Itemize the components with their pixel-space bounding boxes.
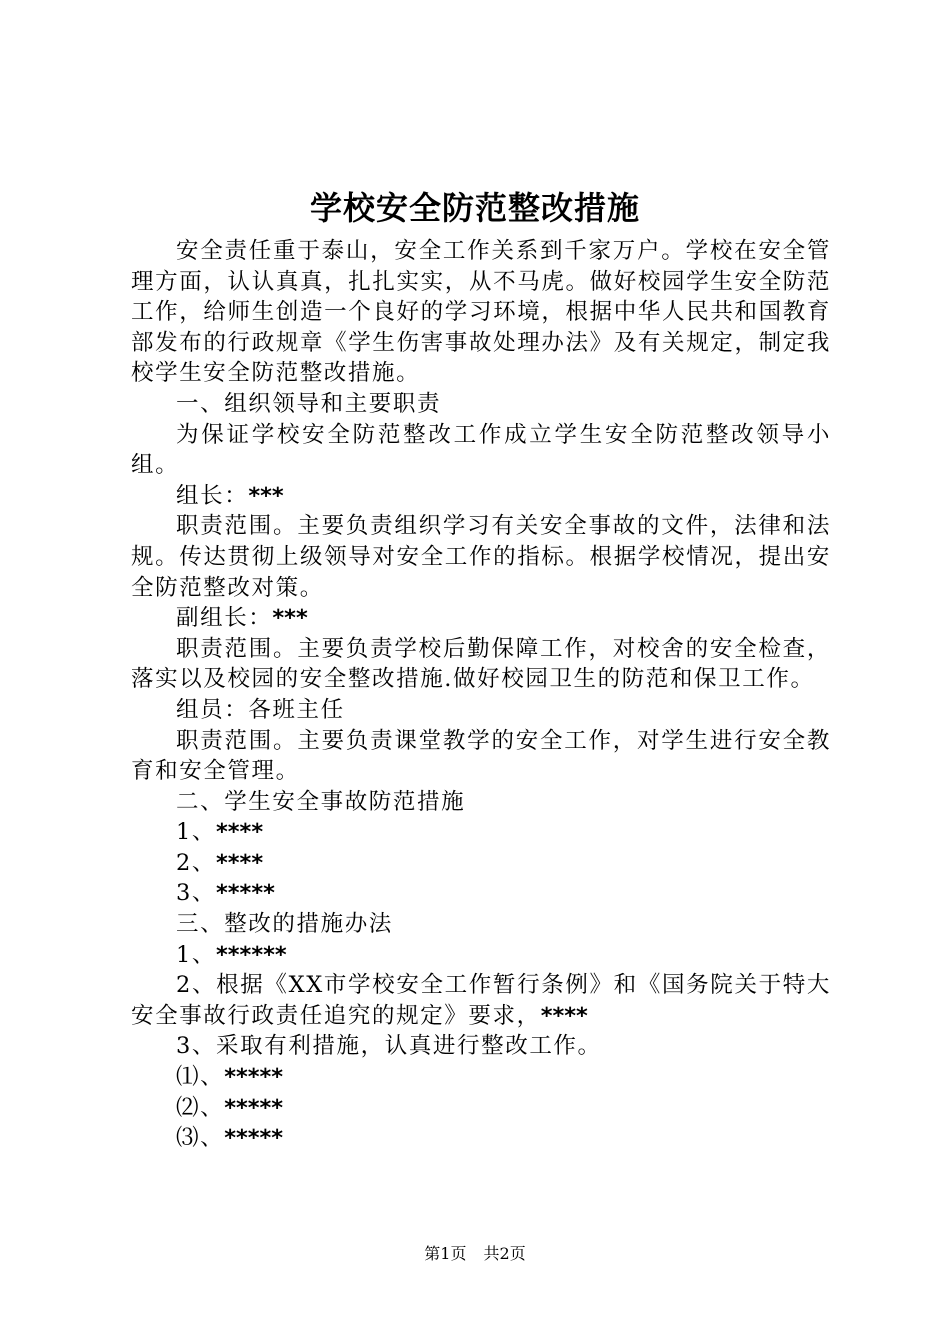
paragraph-suffix: ***** bbox=[224, 1125, 284, 1152]
paragraph-suffix: **** bbox=[216, 849, 264, 876]
document-title: 学校安全防范整改措施 bbox=[309, 189, 640, 227]
paragraph-member-duties bbox=[131, 726, 831, 787]
list-item bbox=[131, 817, 831, 848]
paragraph-text: 为保证学校安全防范整改工作成立学生安全防范整改领导小组。 bbox=[131, 421, 831, 479]
paragraph-suffix: *** bbox=[272, 605, 308, 632]
paragraph-text: 职责范围。主要负责学校后勤保障工作，对校舍的安全检查，落实以及校园的安全整改措施.做好校园卫生的防范和保卫工作。 bbox=[131, 635, 831, 693]
paragraph-text: ⑵、 bbox=[176, 1094, 225, 1121]
paragraph-suffix: **** bbox=[216, 819, 264, 846]
paragraph-members bbox=[131, 695, 831, 726]
paragraph-text: 职责范围。主要负责课堂教学的安全工作，对学生进行安全教育和安全管理。 bbox=[131, 727, 831, 785]
paragraph-text: 2、根据《XX市学校安全工作暂行条例》和《国务院关于特大安全事故行政责任追究的规定》要求， bbox=[131, 972, 831, 1029]
paragraph-deputy-duties bbox=[131, 634, 831, 695]
paragraph-suffix: **** bbox=[540, 1002, 588, 1029]
paragraph-leader-duties bbox=[131, 511, 831, 603]
paragraph-suffix: ****** bbox=[216, 941, 287, 968]
paragraph-text: 组员：各班主任 bbox=[176, 696, 345, 723]
paragraph-intro bbox=[131, 236, 831, 389]
paragraph-suffix: ***** bbox=[224, 1094, 284, 1121]
paragraph-group-leader bbox=[131, 481, 831, 512]
paragraph-text: ⑴、 bbox=[176, 1064, 225, 1091]
section-heading-1 bbox=[131, 389, 831, 420]
paragraph-text: ⑶、 bbox=[176, 1125, 225, 1152]
sub-list-item bbox=[131, 1062, 831, 1093]
sub-list-item bbox=[131, 1123, 831, 1154]
paragraph-suffix: ***** bbox=[216, 880, 275, 907]
document-body bbox=[131, 236, 831, 1154]
list-item bbox=[131, 970, 831, 1031]
paragraph-text: 二、学生安全事故防范措施 bbox=[176, 788, 466, 815]
paragraph-text: 1、 bbox=[176, 819, 217, 846]
paragraph-text: 副组长： bbox=[176, 605, 273, 632]
paragraph-suffix: ***** bbox=[224, 1064, 284, 1091]
paragraph-text: 3、采取有利措施，认真进行整改工作。 bbox=[176, 1033, 602, 1060]
paragraph-text: 2、 bbox=[176, 849, 217, 876]
list-item bbox=[131, 848, 831, 879]
sub-list-item bbox=[131, 1093, 831, 1124]
section-heading-2 bbox=[131, 787, 831, 818]
paragraph-text: 3、 bbox=[176, 880, 217, 907]
list-item bbox=[131, 878, 831, 909]
page-total: 共2页 bbox=[483, 1244, 526, 1263]
paragraph-suffix: *** bbox=[248, 482, 284, 509]
list-item bbox=[131, 1031, 831, 1062]
page-footer bbox=[0, 1243, 950, 1265]
paragraph-text: 安全责任重于泰山，安全工作关系到千家万户。学校在安全管理方面，认认真真，扎扎实实，从不马虎。做好校园学生安全防范工作，给师生创造一个良好的学习环境，根据中华人民共和国教育部发布的行政规章《学生伤害事故处理办法》及有关规定，制定我校学生安全防范整改措施。 bbox=[131, 238, 831, 387]
paragraph-text: 组长： bbox=[176, 482, 249, 509]
paragraph-deputy-leader bbox=[131, 603, 831, 634]
paragraph-text: 1、 bbox=[176, 941, 217, 968]
list-item bbox=[131, 940, 831, 971]
paragraph-text: 职责范围。主要负责组织学习有关安全事故的文件，法律和法规。传达贯彻上级领导对安全工作的指标。根据学校情况，提出安全防范整改对策。 bbox=[131, 513, 831, 601]
section-heading-3 bbox=[131, 909, 831, 940]
paragraph-leadership-group bbox=[131, 420, 831, 481]
paragraph-text: 一、组织领导和主要职责 bbox=[176, 390, 442, 417]
paragraph-text: 三、整改的措施办法 bbox=[176, 911, 393, 938]
page-number: 第1页 bbox=[424, 1244, 467, 1263]
